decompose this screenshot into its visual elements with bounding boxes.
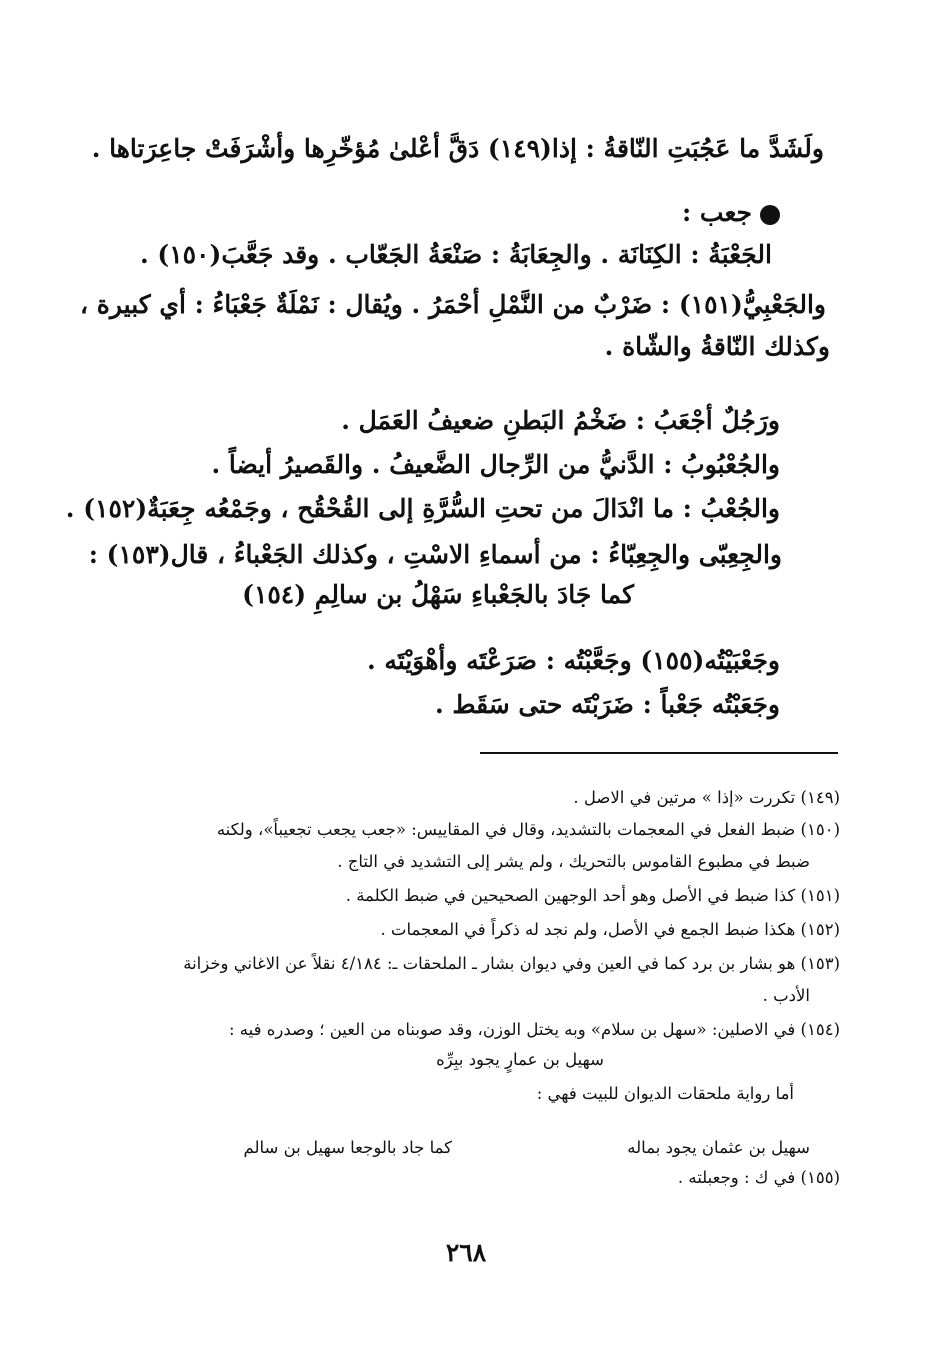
footnote-separator [480, 752, 838, 754]
footnote-154: (١٥٤) في الاصلين: «سهل بن سلام» وبه يختل الوزن، وقد صوبناه من العين ؛ وصدره فيه : [229, 1020, 840, 1039]
footnote-151: (١٥١) كذا ضبط في الأصل وهو أحد الوجهين الصحيحين في ضبط الكلمة . [345, 886, 840, 905]
footnote-149: (١٤٩) تكررت «إذا » مرتين في الاصل . [573, 788, 840, 807]
bullet-icon [760, 205, 780, 225]
entry-heading [682, 196, 780, 230]
text-line: ورَجُلٌ أجْعَبُ : ضَخْمُ البَطنِ ضعيفُ العَمَل . [341, 406, 780, 435]
text-line: ولَشَدَّ ما عَجُبَتِ النّاقةُ : إذا(١٤٩) دَقَّ أعْلىٰ مُؤخّرِها وأشْرَفَتْ جاعِرَتاها . [91, 134, 824, 163]
text-line: الجَعْبَةُ : الكِنَانَة . والجِعَابَةُ : صَنْعَةُ الجَعّاب . وقد جَعَّبَ(١٥٠) . [139, 240, 772, 269]
footnote-153-cont: الأدب . [762, 986, 810, 1005]
footnote-verse-right: سهيل بن عثمان يجود بماله [627, 1138, 810, 1157]
entry-heading-text: جعب : [682, 198, 752, 227]
text-line: والجُعْبُ : ما انْدَالَ من تحتِ السُّرَّةِ إلى القُحْقُح ، وجَمْعُه جِعَبَةٌ(١٥٢) . [65, 494, 780, 523]
text-line: وكذلك النّاقةُ والشّاة . [604, 332, 830, 361]
text-line: والجُعْبُوبُ : الدَّنيُّ من الرِّجال الضَّعيفُ . والقَصيرُ أيضاً . [211, 450, 780, 479]
footnote-154-verse: سهيل بن عمارٍ يجود ببِرِّه [436, 1050, 604, 1069]
text-line: وجَعْبَيْتُه(١٥٥) وجَعَّبْتُه : صَرَعْتَه وأهْوَيْتَه . [366, 646, 780, 675]
verse-line: كما جَادَ بالجَعْباءِ سَهْلُ بن سالِمِ (١٥٤) [242, 580, 634, 609]
page-number: ٢٦٨ [445, 1238, 487, 1267]
footnote-155: (١٥٥) في ك : وجعبلته . [677, 1168, 840, 1187]
footnote-152: (١٥٢) هكذا ضبط الجمع في الأصل، ولم نجد له ذكراً في المعجمات . [380, 920, 840, 939]
footnote-154-cont: أما رواية ملحقات الديوان للبيت فهي : [536, 1084, 794, 1103]
footnote-150-cont: ضبط في مطبوع القاموس بالتحريك ، ولم يشر إلى التشديد في التاج . [337, 852, 810, 871]
footnote-verse-left: كما جاد بالوجعا سهيل بن سالم [243, 1138, 452, 1157]
text-line: وجَعَبْتُه جَعْباً : ضَرَبْتَه حتى سَقَط . [435, 690, 780, 719]
text-line: والجَعْبِيُّ(١٥١) : ضَرْبٌ من النَّمْلِ أحْمَرُ . ويُقال : نَمْلَةٌ جَعْبَاءُ : أي كبيرة ، [80, 290, 826, 319]
text-line: والجِعِبّى والجِعِبّاءُ : من أسماءِ الاسْتِ ، وكذلك الجَعْباءُ ، قال(١٥٣) : [88, 540, 782, 569]
footnote-150: (١٥٠) ضبط الفعل في المعجمات بالتشديد، وقال في المقاييس: «جعب يجعب تجعيباً»، ولكنه [216, 820, 840, 839]
footnote-153: (١٥٣) هو بشار بن برد كما في العين وفي ديوان بشار ـ الملحقات ـ: ٤/١٨٤ نقلاً عن الاغاني وخزانة [183, 954, 840, 973]
